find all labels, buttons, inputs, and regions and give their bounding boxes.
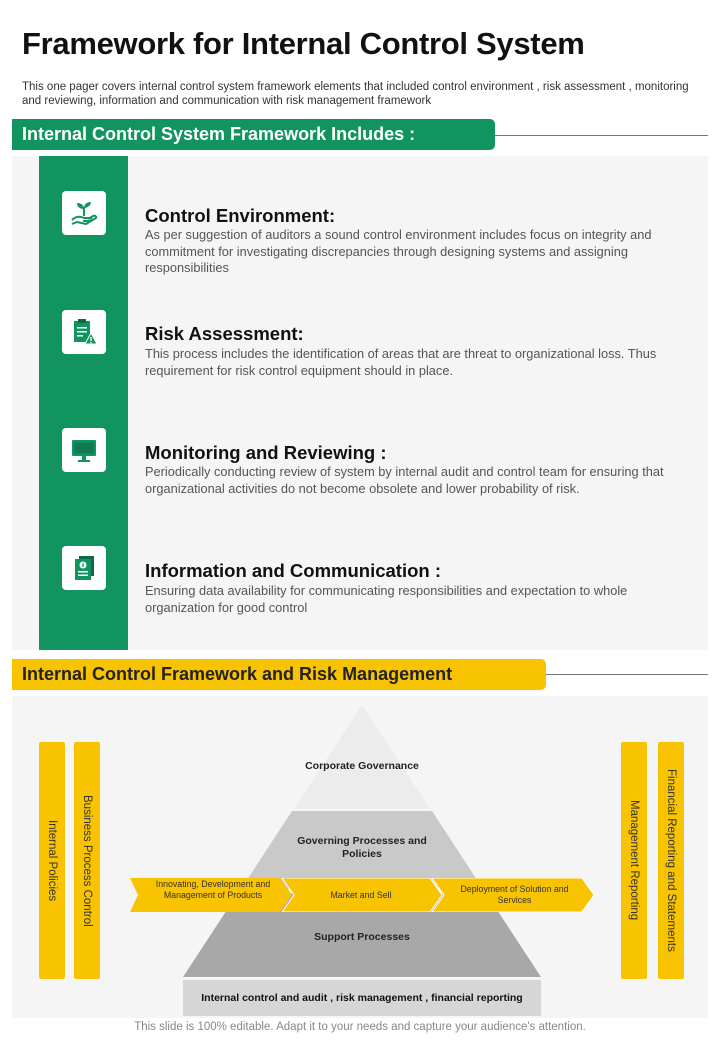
arrow-label-market-sell: Market and Sell — [330, 890, 392, 900]
item-desc-information: Ensuring data availability for communicating responsibilities and expectation to whole organization for good control — [145, 583, 628, 615]
right-bar-financial-reporting — [658, 742, 684, 979]
pyramid-base-bar: Internal control and audit , risk management , financial reporting — [183, 980, 541, 1016]
section1-divider — [495, 135, 708, 136]
section2-divider — [546, 674, 708, 675]
plant-in-hand-icon — [62, 191, 106, 235]
pyramid-top-label: Corporate Governance — [305, 760, 419, 772]
info-document-icon — [62, 546, 106, 590]
item-title-monitoring: Monitoring and Reviewing : — [145, 442, 387, 463]
arrow-label-innovating: Innovating, Development and Management of Products — [155, 879, 271, 900]
monitor-icon — [62, 428, 106, 472]
item-title-control-environment: Control Environment: — [145, 205, 336, 226]
item-title-information: Information and Communication : — [145, 560, 441, 581]
section1-banner: Internal Control System Framework Includes : — [12, 119, 495, 150]
page-title: Framework for Internal Control System — [22, 26, 585, 61]
left-bar-label: Internal Policies — [46, 819, 58, 902]
arrow-label-deployment: Deployment of Solution and Services — [460, 884, 569, 905]
item-title-risk-assessment: Risk Assessment: — [145, 323, 304, 344]
clipboard-warning-icon — [62, 310, 106, 354]
section2-banner: Internal Control Framework and Risk Management — [12, 659, 546, 690]
left-bar-business-process — [74, 742, 100, 979]
left-bar-label: Business Process Control — [81, 794, 93, 927]
left-bar-internal-policies — [39, 742, 65, 979]
right-bar-management-reporting — [621, 742, 647, 979]
right-bar-label: Financial Reporting and Statements — [665, 769, 677, 952]
right-bar-label: Management Reporting — [628, 800, 640, 921]
item-desc-control-environment: As per suggestion of auditors a sound control environment includes focus on integrity and commitment for investigating discrepancies through designing systems and assigning responsibilities — [145, 227, 652, 275]
item-desc-risk-assessment: This process includes the identification of areas that are threat to organizational loss. Thus requirement for risk control equipment should in place. — [145, 346, 657, 378]
pyramid-bottom-label: Support Processes — [314, 931, 410, 943]
footer-note: This slide is 100% editable. Adapt it to your needs and capture your audience's attention. — [134, 1021, 586, 1033]
pyramid-top-tier — [294, 705, 430, 809]
pyramid-middle-label: Governing Processes and Policies — [297, 835, 427, 860]
item-desc-monitoring: Periodically conducting review of system by internal audit and control team for ensuring that organizational activities do not become obsolete and lower probability of risk. — [145, 464, 664, 496]
page-subtitle: This one pager covers internal control system framework elements that included control environment , risk assessment , monitoring and reviewing, information and communication with risk management framework — [22, 81, 689, 107]
